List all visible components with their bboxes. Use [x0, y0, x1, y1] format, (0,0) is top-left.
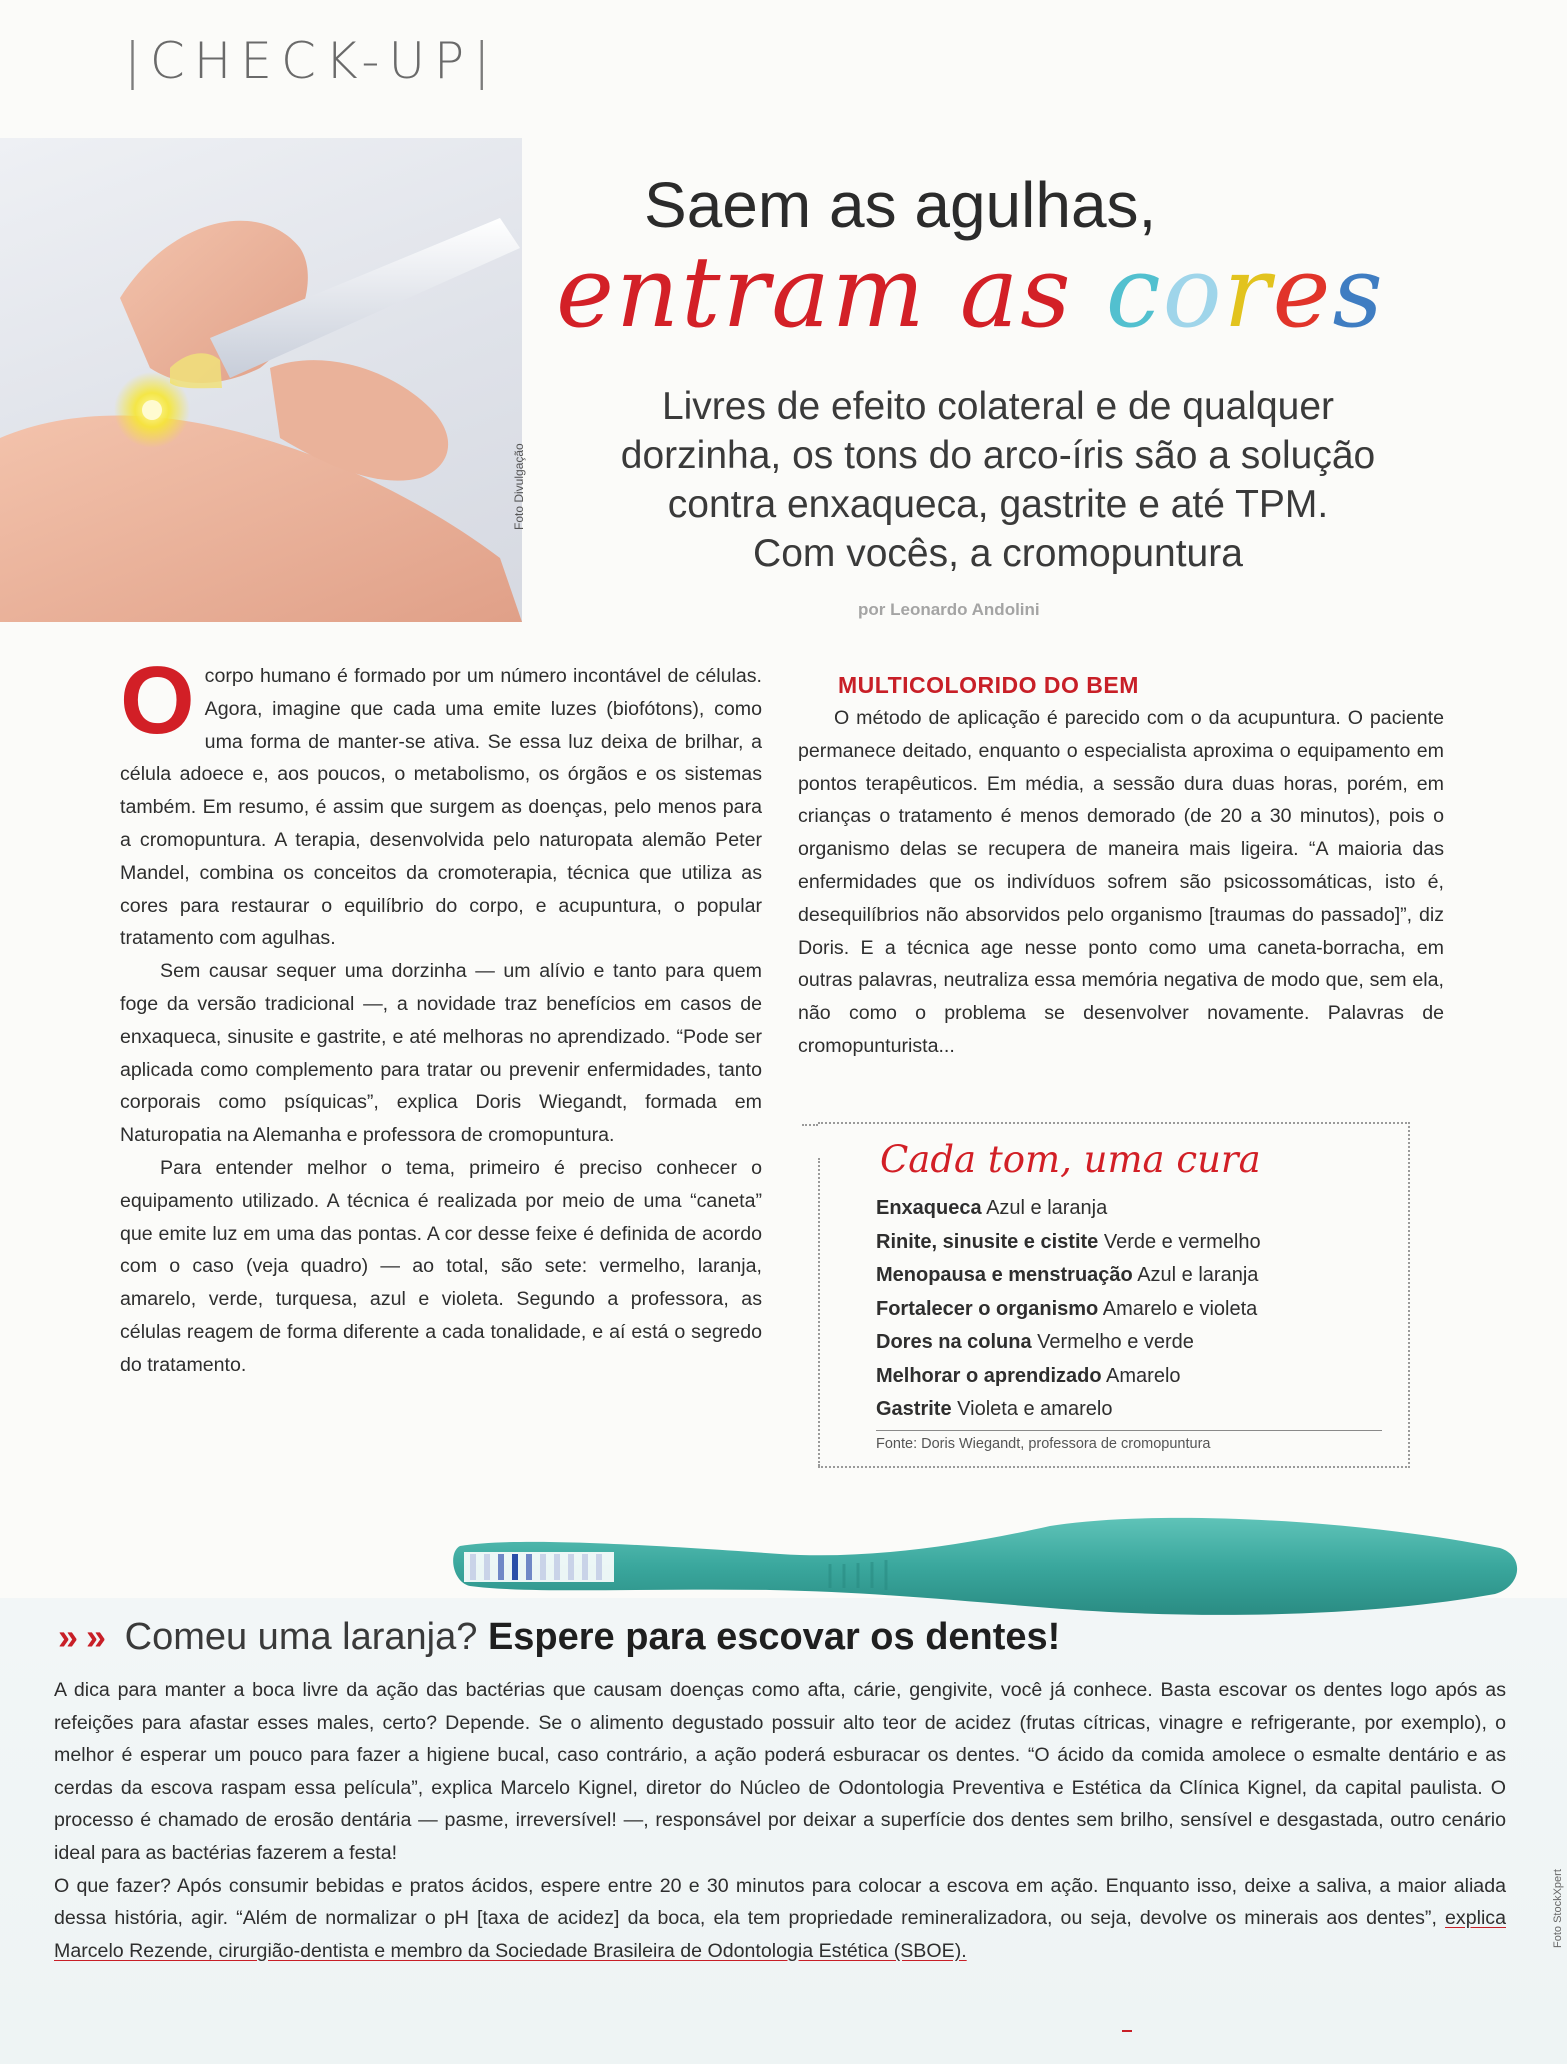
- lede-line: Com vocês, a cromopuntura: [753, 532, 1243, 575]
- headline-line2: [556, 236, 1456, 350]
- underlined-quote-attribution: explica Marcelo Rezende, cirurgião-dentista e membro da Sociedade Brasileira de Odontologia Estética (SBOE).: [54, 1907, 1506, 1962]
- article-paragraph: Sem causar sequer uma dorzinha — um alívio e tanto para quem foge da versão tradicional —, a novidade traz benefícios em casos de enxaqueca, sinusite e gastrite, e até melhoras no aprendizado. “Pode ser aplicada como complemento para tratar ou prevenir enfermidades, tanto corporais como psíquicas”, explica Doris Wiegandt, formada em Naturopatia na Alemanha e professora de cromopuntura.: [120, 960, 762, 1147]
- sidebar-paragraph-text: O que fazer? Após consumir bebidas e pratos ácidos, espere entre 20 e 30 minutos para colocar a escova em ação. Enquanto isso, deixe a saliva, a maior aliada dessa história, agir. “Além de normalizar o pH [taxa de acidez] da boca, ela tem propriedade remineralizadora, ou seja, devolve os minerais aos dentes”,: [54, 1874, 1506, 1930]
- section-bar-right: |: [473, 32, 500, 90]
- sidebar-photo-credit: Foto StockXpert: [1552, 1869, 1564, 1948]
- box-term: Menopausa e menstruação: [876, 1264, 1133, 1286]
- box-divider: [876, 1430, 1382, 1431]
- box-term: Fortalecer o organismo: [876, 1297, 1099, 1320]
- section-heading: MULTICOLORIDO DO BEM: [838, 672, 1139, 698]
- headline-entram-as: entram as: [556, 236, 1073, 350]
- box-colors: Amarelo e violeta: [1102, 1297, 1258, 1320]
- box-colors: Vermelho e verde: [1037, 1331, 1194, 1353]
- box-border-left: [818, 1158, 820, 1466]
- lede-line: contra enxaqueca, gastrite e até TPM.: [667, 483, 1329, 526]
- headline-cores: [1106, 236, 1385, 350]
- byline: por Leonardo Andolini: [858, 600, 1040, 619]
- toothbrush-icon: [450, 1508, 1520, 1628]
- double-chevron-icon: »: [86, 1616, 101, 1657]
- article-paragraph-text: corpo humano é formado por um número incontável de células. Agora, imagine que cada uma emite luzes (biofótons), como uma forma de manter-se ativa. Se essa luz deixa de brilhar, a célula adoece e, aos poucos, o metabolismo, os órgãos e os sistemas também. Em resumo, é assim que surgem as doenças, pelo menos para a cromopuntura. A terapia, desenvolvida pelo naturopata alemão Peter Mandel, combina os conceitos da cromoterapia, técnica que utiliza as cores para restaurar o equilíbrio do corpo, e acupuntura, o popular tratamento com agulhas.: [120, 665, 762, 950]
- article-paragraph: [120, 647, 762, 955]
- double-chevron-icon: »: [58, 1616, 73, 1657]
- lede-line: dorzinha, os tons do arco-íris são a solução: [620, 434, 1376, 477]
- box-term: Enxaqueca: [876, 1197, 982, 1219]
- section-label: CHECK-UP: [149, 32, 474, 90]
- cores-letter-o: o: [1162, 236, 1224, 350]
- sidebar-title-bold: Espere para escovar os dentes!: [487, 1616, 1061, 1658]
- toothbrush-bristles: [464, 1552, 614, 1582]
- section-bar-left: |: [124, 32, 150, 90]
- photo-credit: Foto Divulgação: [512, 443, 526, 530]
- lede-line: Livres de efeito colateral e de qualquer: [661, 385, 1335, 428]
- dropcap: O: [120, 647, 195, 754]
- sidebar-paragraph: A dica para manter a boca livre da ação das bactérias que causam doenças como afta, cárie, gengivite, você já conhece. Basta escovar os dentes logo após as refeições para afastar esses males, certo? Depende. Se o alimento degustado possuir alto teor de acidez (frutas cítricas, vinagre e refrigerante, por exemplo), o melhor é esperar um pouco para fazer a higiene bucal, caso contrário, a ação poderá esburacar os dentes. “O ácido da comida amolece o esmalte dentário e as cerdas da escova raspam essa película”, explica Marcelo Kignel, diretor do Núcleo de Odontologia Preventiva e Estética da Clínica Kignel, da capital paulista. O processo é chamado de erosão dentária — pasme, irreversível! —, responsável por deixar a superfície dos dentes sem brilho, sensível e desgastada, outro cenário ideal para as bactérias fazerem a festa!: [54, 1679, 1506, 1864]
- box-term: Melhorar o aprendizado: [876, 1364, 1102, 1387]
- box-list-item: [876, 1259, 1396, 1293]
- lede: [568, 382, 1428, 578]
- box-colors: Verde e vermelho: [1103, 1230, 1261, 1253]
- hand-pen-photo: [0, 138, 522, 622]
- headline-line1: Saem as agulhas,: [644, 169, 1157, 241]
- box-list-item: [876, 1393, 1396, 1427]
- box-term: Dores na coluna: [876, 1331, 1032, 1353]
- box-source: Fonte: Doris Wiegandt, professora de cromopuntura: [876, 1436, 1211, 1452]
- box-title: Cada tom, uma cura: [880, 1138, 1261, 1181]
- box-list: [876, 1192, 1396, 1427]
- box-colors: Azul e laranja: [1137, 1264, 1259, 1286]
- box-border-corner: [802, 1124, 818, 1160]
- red-mark: [1122, 2030, 1132, 2032]
- hand-pen-illustration: [0, 138, 522, 622]
- cores-letter-r: r: [1223, 236, 1273, 350]
- box-list-item: [876, 1293, 1396, 1327]
- box-list-item: [876, 1326, 1396, 1360]
- box-list-item: [876, 1226, 1396, 1260]
- section-tag: [124, 32, 499, 90]
- box-colors: Azul e laranja: [986, 1197, 1108, 1219]
- color-cure-box: [818, 1122, 1410, 1468]
- cores-letter-e: e: [1272, 236, 1333, 350]
- cores-letter-c: c: [1105, 236, 1163, 350]
- box-list-item: [876, 1360, 1396, 1394]
- sidebar-title-light: Comeu uma laranja?: [124, 1616, 478, 1658]
- sidebar-headline: [58, 1616, 1458, 1659]
- box-term: Rinite, sinusite e cistite: [876, 1230, 1099, 1253]
- box-colors: Amarelo: [1106, 1364, 1181, 1387]
- cores-letter-s: s: [1332, 236, 1385, 350]
- article-left-column: [120, 647, 762, 1382]
- sidebar-body: [54, 1674, 1506, 1967]
- box-term: Gastrite: [876, 1398, 952, 1420]
- box-list-item: [876, 1192, 1396, 1226]
- article-right-column: [798, 670, 1444, 1063]
- article-paragraph: Para entender melhor o tema, primeiro é preciso conhecer o equipamento utilizado. A técnica é realizada por meio de uma “caneta” que emite luz em uma das pontas. A cor desse feixe é definida de acordo com o caso (veja quadro) — ao total, são sete: vermelho, laranja, amarelo, verde, turquesa, azul e violeta. Segundo a professora, as células reagem de forma diferente a cada tonalidade, e aí está o segredo do tratamento.: [120, 1156, 762, 1376]
- article-paragraph: O método de aplicação é parecido com o da acupuntura. O paciente permanece deitado, enquanto o especialista aproxima o equipamento em pontos terapêuticos. Em média, a sessão dura duas horas, porém, em crianças o tratamento é menos demorado (de 20 a 30 minutos), pois o organismo delas se recupera de maneira mais ligeira. “A maioria das enfermidades que os indivíduos sofrem são psicossomáticas, isto é, desequilíbrios não absorvidos pelo organismo [traumas do passado]”, diz Doris. E a técnica age nesse ponto como uma caneta-borracha, em outras palavras, neutraliza essa memória negativa de modo que, sem ela, não como o problema se desenvolver novamente. Palavras de cromopunturista...: [798, 707, 1444, 1057]
- sidebar-paragraph: [54, 1870, 1506, 1968]
- box-colors: Violeta e amarelo: [957, 1398, 1113, 1420]
